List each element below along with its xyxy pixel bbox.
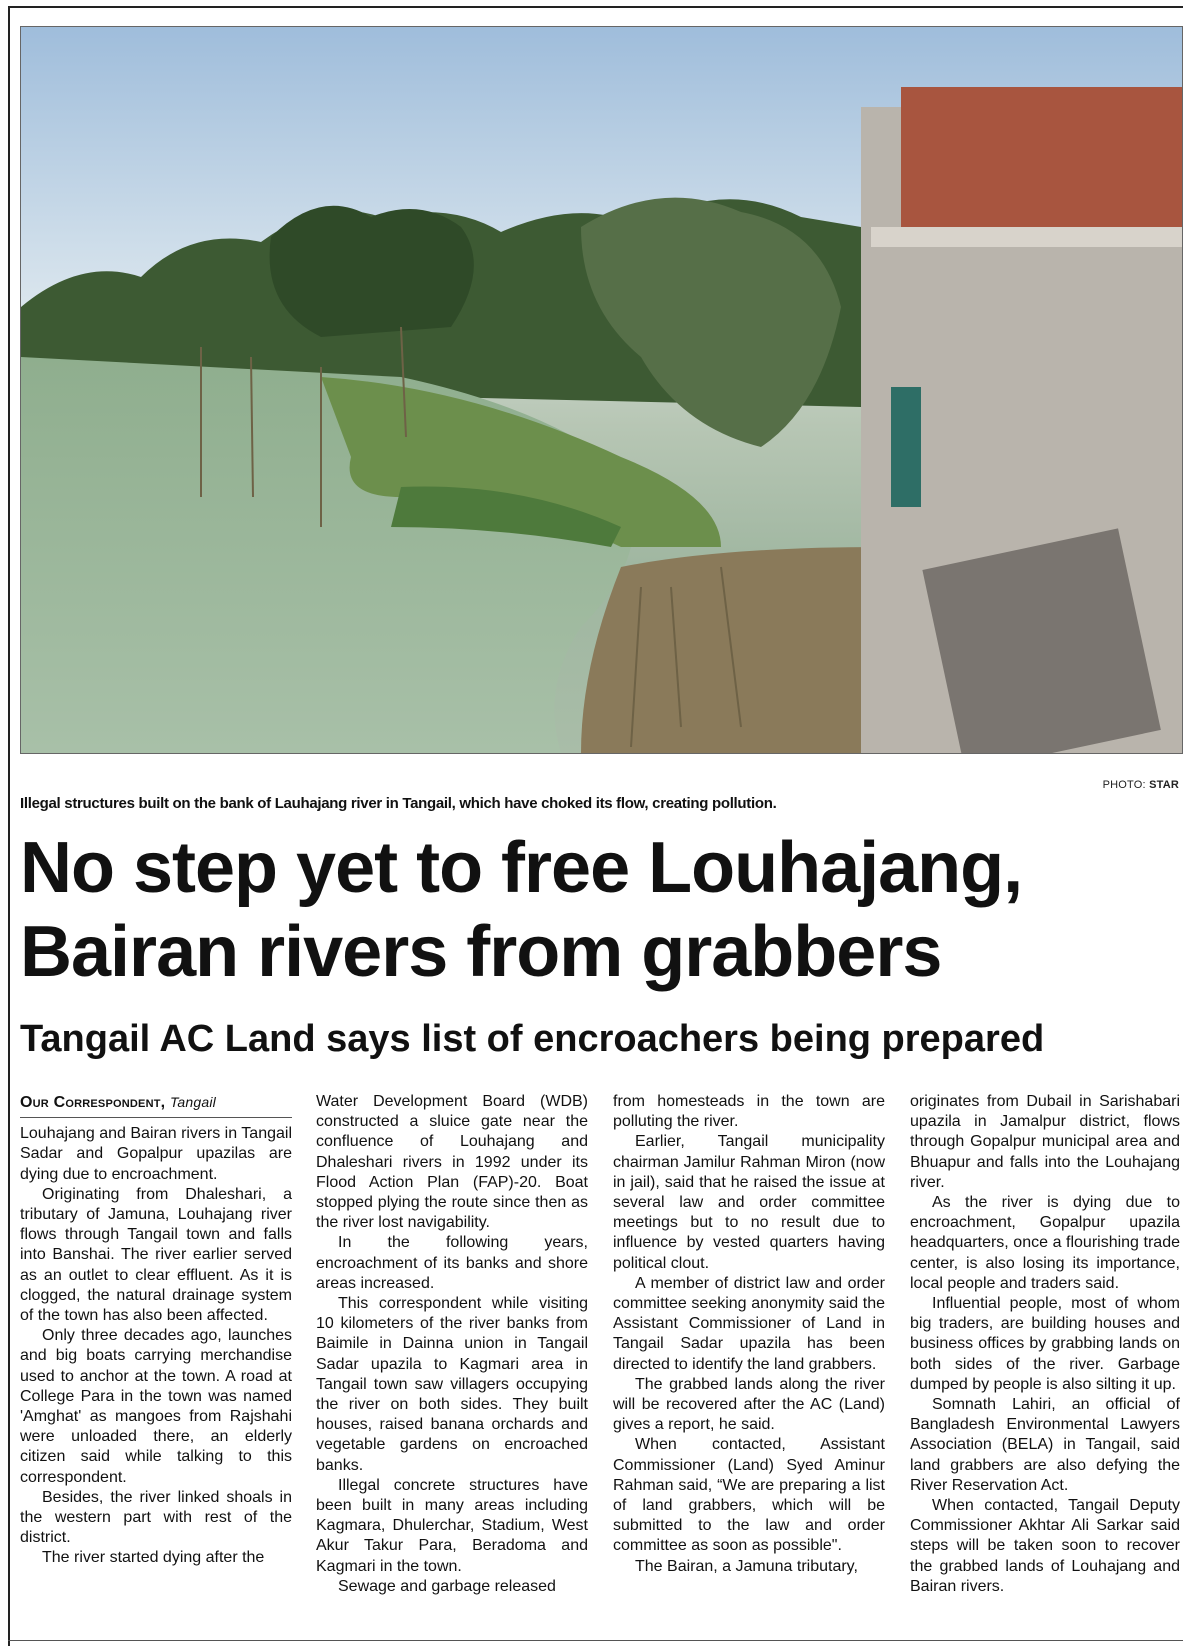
- paragraph: from homesteads in the town are polluting the river.: [613, 1093, 885, 1131]
- paragraph: As the river is dying due to encroachment, Gopalpur upazila headquarters, once a flourishing trade center, is also losing its importance, local people and traders said.: [910, 1194, 1180, 1292]
- paragraph: Originating from Dhaleshari, a tributary of Jamuna, Louhajang river flows through Tangail town and falls into Banshai. The river earlier served as an outlet to clear effluent. As it is clogged, the natural drainage system of the town has also been affected.: [20, 1185, 292, 1325]
- byline: [20, 1092, 292, 1118]
- paragraph: Louhajang and Bairan rivers in Tangail Sadar and Gopalpur upazilas are dying due to encroachment.: [20, 1125, 292, 1183]
- paragraph: The river started dying after the: [42, 1549, 265, 1567]
- photo-credit-label: PHOTO:: [1102, 779, 1146, 791]
- paragraph: When contacted, Tangail Deputy Commissioner Akhtar Ali Sarkar said steps will be taken soon to recover the grabbed lands of Louhajang and Bairan rivers.: [910, 1497, 1180, 1595]
- paragraph: Somnath Lahiri, an official of Bangladesh Environmental Lawyers Association (BELA) in Tangail, said land grabbers are also defying the River Reservation Act.: [910, 1396, 1180, 1494]
- paragraph: The grabbed lands along the river will be recovered after the AC (Land) gives a report, he said.: [613, 1375, 885, 1434]
- paragraph: This correspondent while visiting 10 kilometers of the river banks from Baimile in Dainna union in Tangail Sadar upazila to Kagmari area in Tangail town saw villagers occupying the river on both sides. They built houses, raised banana orchards and vegetable gardens on encroached banks.: [316, 1295, 588, 1474]
- paragraph: Besides, the river linked shoals in the western part with rest of the district.: [20, 1488, 292, 1547]
- headline: [20, 826, 1180, 994]
- headline-line-2: Bairan rivers from grabbers: [20, 912, 942, 992]
- paragraph: Only three decades ago, launches and big boats carrying merchandise used to anchor at the town. A road at College Para in the town was named 'Amghat' as mangoes from Rajshahi were unloaded there, an elderly citizen said while talking to this correspondent.: [20, 1327, 292, 1486]
- subheadline: Tangail AC Land says list of encroachers being prepared: [20, 1018, 1045, 1060]
- paragraph: originates from Dubail in Sarishabari upazila in Jamalpur district, flows through Gopalpur municipal area and Bhuapur and falls into the Louhajang river.: [910, 1093, 1180, 1191]
- article-column-4: [910, 1092, 1180, 1597]
- paragraph: A member of district law and order committee seeking anonymity said the Assistant Commissioner of Land in Tangail Sadar upazila has been directed to identify the land grabbers.: [613, 1274, 885, 1373]
- paragraph: Illegal concrete structures have been built in many areas including Kagmara, Dhulerchar, Stadium, West Akur Takur Para, Beradoma and Kagmari in the town.: [316, 1476, 588, 1575]
- headline-line-1: No step yet to free Louhajang,: [20, 828, 1023, 908]
- paragraph: Water Development Board (WDB) constructed a sluice gate near the confluence of Louhajang and Dhaleshari rivers in 1992 under its Flood Action Plan (FAP)-20. Boat stopped plying the route since then as the river lost navigability.: [316, 1093, 588, 1232]
- paragraph: Influential people, most of whom big traders, are building houses and business offices by grabbing lands on both sides of the river. Garbage dumped by people is also silting it up.: [910, 1295, 1180, 1393]
- paragraph: The Bairan, a Jamuna tributary,: [635, 1557, 858, 1575]
- byline-place: Tangail: [169, 1094, 216, 1110]
- photo-credit-source: STAR: [1149, 779, 1179, 791]
- paragraph: Earlier, Tangail municipality chairman Jamilur Rahman Miron (now in jail), said that he raised the issue at several law and order committee meetings but to no result due to influence by vested quarters having political clout.: [613, 1133, 885, 1272]
- byline-author: Our Correspondent,: [20, 1094, 166, 1111]
- paragraph: When contacted, Assistant Commissioner (Land) Syed Aminur Rahman said, “We are preparing a list of land grabbers, which will be submitted to the law and order committee as soon as possible".: [613, 1436, 885, 1555]
- article-column-3: [613, 1092, 885, 1577]
- bottom-rule: [8, 1640, 1183, 1641]
- photo-caption: Illegal structures built on the bank of Lauhajang river in Tangail, which have choked its flow, creating pollution.: [20, 795, 777, 812]
- paragraph: In the following years, encroachment of its banks and shore areas increased.: [316, 1234, 588, 1292]
- article-column-1: [20, 1092, 292, 1569]
- article-column-2: [316, 1092, 588, 1597]
- photo-credit: [1103, 779, 1179, 791]
- paragraph: Sewage and garbage released: [338, 1577, 556, 1595]
- river-photo: [20, 26, 1183, 754]
